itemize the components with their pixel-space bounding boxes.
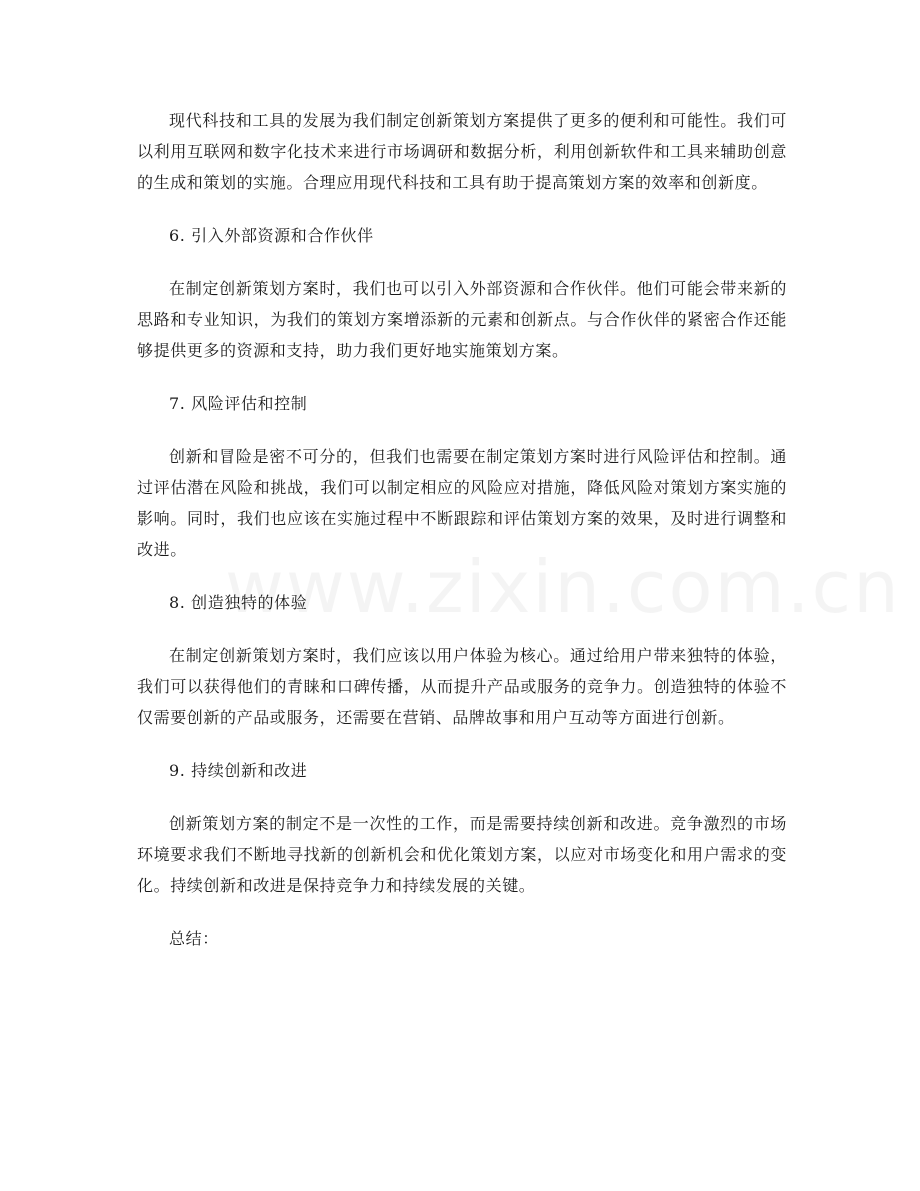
summary-label: 总结： <box>169 929 219 948</box>
paragraph-external-resources: 在制定创新策划方案时，我们也可以引入外部资源和合作伙伴。他们可能会带来新的思路和专业知识，为我们的策划方案增添新的元素和创新点。与合作伙伴的紧密合作还能够提供更多的资源和支持，助力我们更好地实施策划方案。 <box>137 279 787 360</box>
heading-external-resources: 6. 引入外部资源和合作伙伴 <box>169 226 374 245</box>
paragraph-tech-tools: 现代科技和工具的发展为我们制定创新策划方案提供了更多的便利和可能性。我们可以利用互联网和数字化技术来进行市场调研和数据分析，利用创新软件和工具来辅助创意的生成和策划的实施。合理应用现代科技和工具有助于提高策划方案的效率和创新度。 <box>137 111 787 192</box>
paragraph-risk-assessment: 创新和冒险是密不可分的，但我们也需要在制定策划方案时进行风险评估和控制。通过评估潜在风险和挑战，我们可以制定相应的风险应对措施，降低风险对策划方案实施的影响。同时，我们也应该在实施过程中不断跟踪和评估策划方案的效果，及时进行调整和改进。 <box>137 447 787 559</box>
paragraph-unique-experience: 在制定创新策划方案时，我们应该以用户体验为核心。通过给用户带来独特的体验，我们可以获得他们的青睐和口碑传播，从而提升产品或服务的竞争力。创造独特的体验不仅需要创新的产品或服务，还需要在营销、品牌故事和用户互动等方面进行创新。 <box>137 646 787 727</box>
heading-unique-experience: 8. 创造独特的体验 <box>169 593 308 612</box>
document-body <box>137 105 787 954</box>
paragraph-continuous-innovation: 创新策划方案的制定不是一次性的工作，而是需要持续创新和改进。竞争激烈的市场环境要求我们不断地寻找新的创新机会和优化策划方案，以应对市场变化和用户需求的变化。持续创新和改进是保持竞争力和持续发展的关键。 <box>137 814 787 895</box>
heading-continuous-innovation: 9. 持续创新和改进 <box>169 761 308 780</box>
heading-risk-assessment: 7. 风险评估和控制 <box>169 394 308 413</box>
